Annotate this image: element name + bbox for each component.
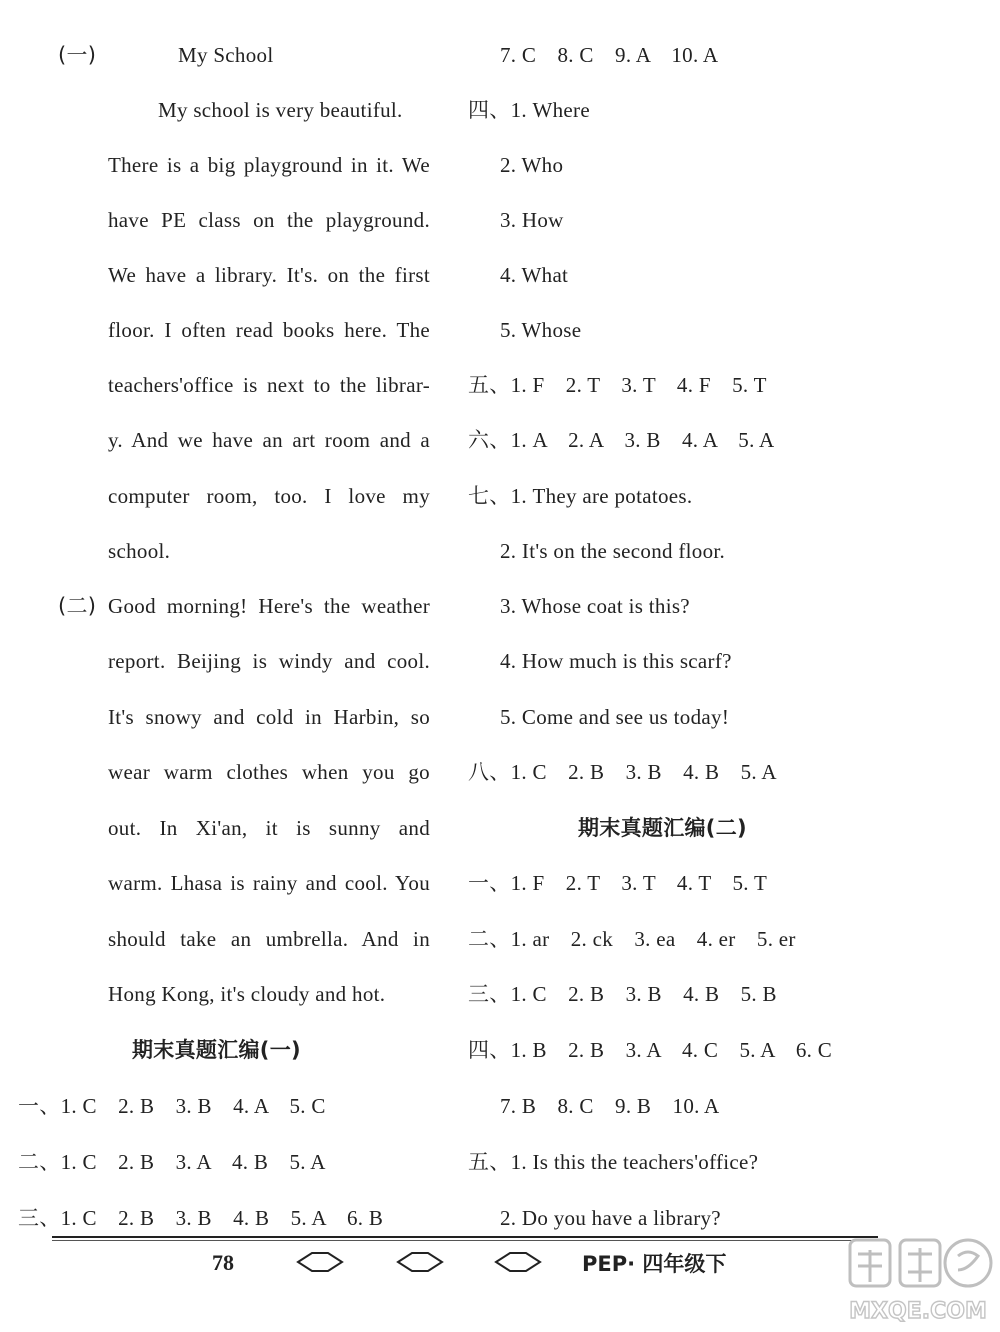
answer-line: 5. Whose bbox=[500, 318, 582, 342]
answer-line: 八、1. C 2. B 3. B 4. B 5. A bbox=[468, 760, 777, 784]
answer-line: 六、1. A 2. A 3. B 4. A 5. A bbox=[468, 428, 775, 452]
passage2-line: wear warm clothes when you go bbox=[108, 760, 430, 784]
answer-line: 2. It's on the second floor. bbox=[500, 539, 726, 563]
answer-line: 二、1. C 2. B 3. A 4. B 5. A bbox=[18, 1150, 326, 1174]
diamond-ornament-icon bbox=[396, 1251, 444, 1273]
footer-rule-thin bbox=[52, 1240, 878, 1241]
passage1-line: floor. I often read books here. The bbox=[108, 318, 430, 342]
watermark-text: MXQE.COM bbox=[849, 1299, 987, 1324]
answer-line: 四、1. B 2. B 3. A 4. C 5. A 6. C bbox=[468, 1038, 833, 1062]
passage1-line: My school is very beautiful. bbox=[158, 98, 403, 122]
passage2-line: out. In Xi'an, it is sunny and bbox=[108, 816, 430, 840]
answer-line: 5. Come and see us today! bbox=[500, 705, 730, 729]
passage1-line: teachers'office is next to the librar- bbox=[108, 373, 430, 397]
answer-line: 一、1. F 2. T 3. T 4. T 5. T bbox=[468, 871, 768, 895]
footer-rule bbox=[52, 1236, 878, 1238]
passage1-line: computer room, too. I love my bbox=[108, 484, 430, 508]
page-number: 78 bbox=[212, 1250, 234, 1275]
answer-line: 2. Do you have a library? bbox=[500, 1206, 721, 1230]
footer-grade-label: PEP· 四年级下 bbox=[582, 1252, 727, 1276]
diamond-ornament-icon bbox=[494, 1251, 542, 1273]
passage1-line: have PE class on the playground. bbox=[108, 208, 430, 232]
passage2-line: report. Beijing is windy and cool. bbox=[108, 649, 430, 673]
answer-line: 3. Whose coat is this? bbox=[500, 594, 690, 618]
passage1-line: There is a big playground in it. We bbox=[108, 153, 430, 177]
passage1-line: We have a library. It's. on the first bbox=[108, 263, 430, 287]
answer-line: 五、1. Is this the teachers'office? bbox=[468, 1150, 759, 1174]
passage2-label: (二) bbox=[58, 594, 97, 618]
watermark-logo-icon bbox=[838, 1232, 998, 1330]
answer-line: 三、1. C 2. B 3. B 4. B 5. A 6. B bbox=[18, 1206, 384, 1230]
passage2-line: warm. Lhasa is rainy and cool. You bbox=[108, 871, 430, 895]
answer-line: 四、1. Where bbox=[468, 98, 590, 122]
answer-line: 7. B 8. C 9. B 10. A bbox=[500, 1094, 720, 1118]
passage1-line: y. And we have an art room and a bbox=[108, 428, 430, 452]
answer-line: 二、1. ar 2. ck 3. ea 4. er 5. er bbox=[468, 927, 796, 951]
answer-line: 7. C 8. C 9. A 10. A bbox=[500, 43, 719, 67]
diamond-ornament-icon bbox=[296, 1251, 344, 1273]
answer-line: 一、1. C 2. B 3. B 4. A 5. C bbox=[18, 1094, 326, 1118]
passage2-line: Hong Kong, it's cloudy and hot. bbox=[108, 982, 386, 1006]
passage1-label: (一) bbox=[58, 43, 97, 67]
answer-line: 2. Who bbox=[500, 153, 564, 177]
answer-line: 三、1. C 2. B 3. B 4. B 5. B bbox=[468, 982, 777, 1006]
answer-line: 七、1. They are potatoes. bbox=[468, 484, 693, 508]
passage1-line: school. bbox=[108, 539, 171, 563]
answer-line: 4. What bbox=[500, 263, 569, 287]
passage1-title: My School bbox=[178, 43, 274, 67]
answer-line: 4. How much is this scarf? bbox=[500, 649, 732, 673]
section-heading-final-1: 期末真题汇编(一) bbox=[132, 1038, 301, 1062]
answer-line: 3. How bbox=[500, 208, 564, 232]
passage2-line: should take an umbrella. And in bbox=[108, 927, 430, 951]
passage2-line: Good morning! Here's the weather bbox=[108, 594, 430, 618]
passage2-line: It's snowy and cold in Harbin, so bbox=[108, 705, 430, 729]
section-heading-final-2: 期末真题汇编(二) bbox=[578, 816, 747, 840]
answer-line: 五、1. F 2. T 3. T 4. F 5. T bbox=[468, 373, 767, 397]
